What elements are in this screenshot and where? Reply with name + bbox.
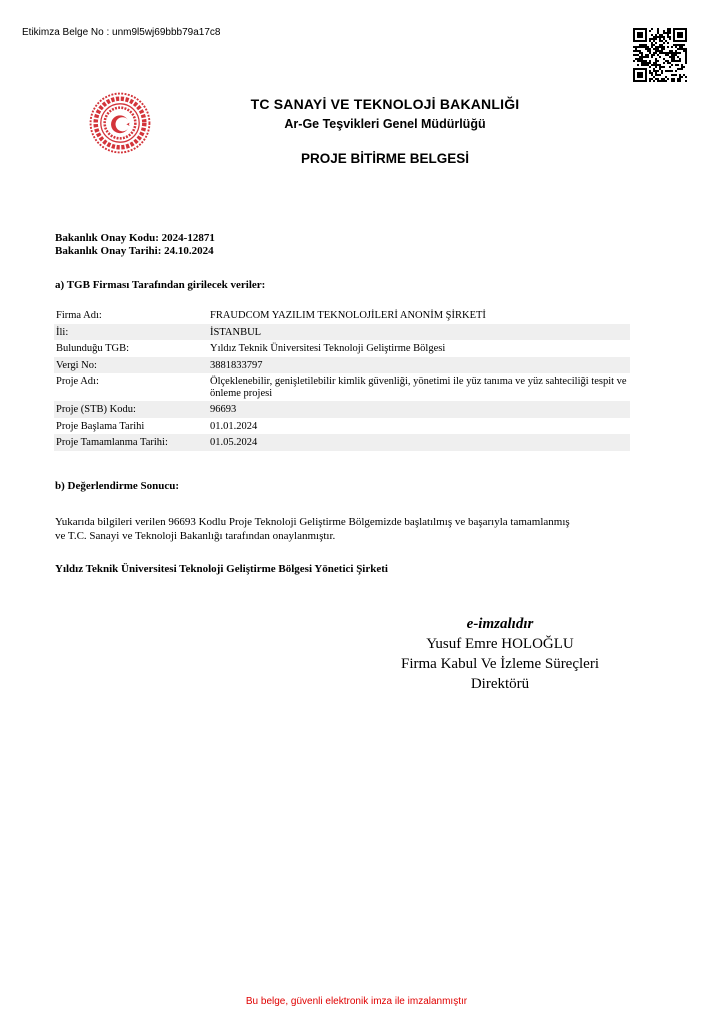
directorate-name: Ar-Ge Teşvikleri Genel Müdürlüğü — [284, 117, 486, 131]
e-signature-footer: Bu belge, güvenli elektronik imza ile imzalanmıştır — [245, 996, 468, 1007]
approval-date: Bakanlık Onay Tarihi: 24.10.2024 — [55, 245, 214, 257]
qr-code — [633, 28, 687, 82]
row-label: Vergi No: — [54, 357, 208, 374]
signatory-name: Yusuf Emre HOLOĞLU — [426, 636, 574, 652]
row-value: Ölçeklenebilir, genişletilebilir kimlik güvenliği, yönetimi ile yüz tanıma ve yüz sahteciliği tespit ve önleme projesi — [210, 376, 627, 399]
table-row — [54, 434, 630, 451]
row-label: Proje Adı: — [56, 376, 99, 387]
row-value: 01.01.2024 — [210, 420, 258, 432]
table-row — [54, 324, 630, 341]
document-title: PROJE BİTİRME BELGESİ — [300, 151, 470, 166]
table-row — [54, 401, 630, 418]
signatory-title-line1: Firma Kabul Ve İzleme Süreçleri — [401, 656, 599, 672]
section-b-title: b) Değerlendirme Sonucu: — [55, 480, 180, 492]
section-a-title: a) TGB Firması Tarafından girilecek veriler: — [55, 279, 266, 291]
approval-code: Bakanlık Onay Kodu: 2024-12871 — [55, 232, 215, 244]
table-row — [54, 418, 630, 435]
managing-company: Yıldız Teknik Üniversitesi Teknoloji Geliştirme Bölgesi Yönetici Şirketi — [55, 563, 388, 575]
table-row — [54, 307, 630, 324]
row-label: İli: — [54, 324, 208, 341]
signature-block — [380, 614, 620, 694]
row-label: Bulunduğu TGB: — [56, 343, 130, 354]
evaluation-result-text: Yukarıda bilgileri verilen 96693 Kodlu Proje Teknoloji Geliştirme Bölgemizde başlatılmış ve başarıyla tamamlanmış ve T.C. Sanayi ve Teknoloji Bakanlığı tarafından onaylanmıştır. — [55, 516, 570, 542]
row-label: Firma Adı: — [56, 310, 102, 321]
row-value: 96693 — [208, 401, 630, 418]
signatory-title-line2: Direktörü — [470, 676, 530, 692]
row-value: 01.05.2024 — [208, 434, 630, 451]
e-signature-note: e-imzalıdır — [466, 616, 534, 632]
project-info-table — [54, 307, 630, 451]
row-label: Proje (STB) Kodu: — [54, 401, 208, 418]
table-row — [54, 340, 630, 357]
table-row — [54, 373, 630, 401]
row-value: FRAUDCOM YAZILIM TEKNOLOJİLERİ ANONİM ŞİRKETİ — [210, 310, 486, 321]
row-value: İSTANBUL — [208, 324, 630, 341]
row-label: Proje Başlama Tarihi — [56, 420, 145, 432]
row-label: Proje Tamamlanma Tarihi: — [54, 434, 208, 451]
approval-block — [55, 232, 215, 258]
etikimza-document-number: Etikimza Belge No : unm9l5wj69bbb79a17c8 — [22, 27, 221, 38]
row-value: 3881833797 — [208, 357, 630, 374]
row-value: Yıldız Teknik Üniversitesi Teknoloji Geliştirme Bölgesi — [210, 343, 446, 354]
ministry-name: TC SANAYİ VE TEKNOLOJİ BAKANLIĞI — [250, 96, 520, 112]
table-row — [54, 357, 630, 374]
ministry-heading — [0, 95, 713, 133]
